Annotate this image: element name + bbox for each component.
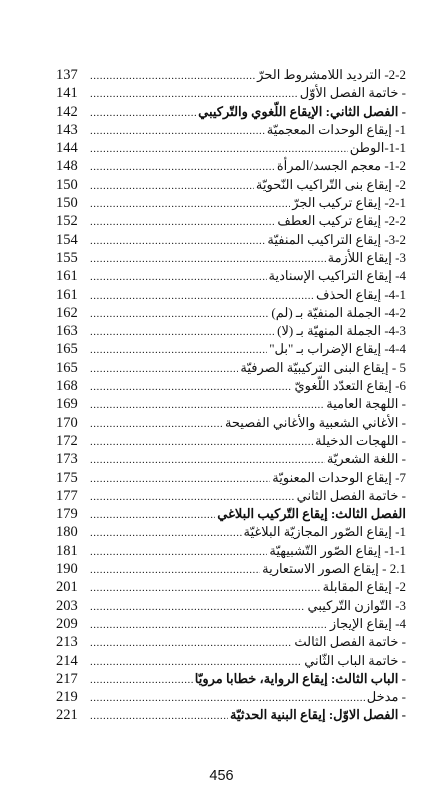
toc-entry <box>56 670 406 688</box>
toc-entry <box>56 523 406 541</box>
toc-entry <box>56 103 406 121</box>
toc-page-number: 168 <box>56 378 78 395</box>
toc-entry <box>56 633 406 651</box>
toc-entry-title: 1- إيقاع الصّور المجازيّة البلاغيّة <box>243 524 406 540</box>
toc-entry <box>56 469 406 487</box>
toc-leader-dots <box>90 653 302 671</box>
toc-entry <box>56 139 406 157</box>
toc-entry <box>56 505 406 523</box>
toc-leader-dots <box>90 689 365 707</box>
toc-entry-title: 2- إيقاع المقابلة <box>322 579 406 595</box>
toc-page-number: 143 <box>56 121 78 138</box>
toc-leader-dots <box>90 543 267 561</box>
toc-entry <box>56 359 406 377</box>
toc-page-number: 165 <box>56 359 78 376</box>
toc-entry-title: 1-2- معجم الجسد/المرأة <box>276 158 406 174</box>
toc-entry-title: 2-2- الترديد اللامشروط الحرّ <box>257 67 406 82</box>
toc-page-number: 144 <box>56 140 78 157</box>
toc-leader-dots <box>90 470 270 488</box>
toc-entry-title: 2.1 - إيقاع الصور الاستعارية <box>262 561 406 577</box>
toc-page-number: 154 <box>56 231 78 248</box>
toc-page-number: 165 <box>56 341 78 358</box>
toc-page-number: 201 <box>56 579 78 596</box>
toc-page-number: 163 <box>56 323 78 340</box>
toc-page-number: 219 <box>56 689 78 706</box>
toc-page-number: 161 <box>56 268 78 285</box>
toc-page-number: 214 <box>56 652 78 669</box>
toc-page-number: 203 <box>56 597 78 614</box>
toc-entry <box>56 267 406 285</box>
toc-entry-title: - خاتمة الفصل الثاني <box>296 487 406 503</box>
toc-entry <box>56 578 406 596</box>
toc-entry <box>56 176 406 194</box>
toc-leader-dots <box>90 378 292 396</box>
toc-leader-dots <box>90 524 242 542</box>
toc-leader-dots <box>90 451 325 469</box>
toc-leader-dots <box>90 396 324 414</box>
toc-entry-title: 3-2- إيقاع التراكيب المنفيّة <box>267 231 406 247</box>
toc-page-number: 161 <box>56 286 78 303</box>
toc-leader-dots <box>90 323 275 341</box>
toc-entry-title: 1- إيقاع الوحدات المعجميّة <box>266 121 406 137</box>
toc-entry-title: - خاتمة الباب الثّاني <box>304 652 406 668</box>
toc-entry <box>56 322 406 340</box>
toc-leader-dots <box>90 671 193 689</box>
toc-leader-dots <box>90 250 326 268</box>
toc-leader-dots <box>90 598 305 616</box>
toc-entry-title: 2-2- إيقاع تركيب العطف <box>277 213 406 229</box>
toc-page-number: 169 <box>56 396 78 413</box>
toc-entry-title: 4- إيقاع التراكيب الإسنادية <box>268 268 406 284</box>
toc-entry <box>56 414 406 432</box>
toc-page-number: 217 <box>56 670 78 687</box>
toc-entry-title: 4- إيقاع الإيجاز <box>329 615 406 631</box>
toc-leader-dots <box>90 67 255 85</box>
toc-entry-title: 4-3- الجملة المنهيّة بـ (لا) <box>277 323 406 339</box>
toc-entry-title: 7- إيقاع الوحدات المعنويّة <box>272 469 406 485</box>
toc-page-number: 141 <box>56 85 78 102</box>
toc-page-number: 221 <box>56 707 78 724</box>
toc-entry <box>56 395 406 413</box>
toc-page-number: 209 <box>56 615 78 632</box>
toc-entry <box>56 450 406 468</box>
toc-entry <box>56 706 406 724</box>
toc-entry <box>56 231 406 249</box>
toc-page-number: 181 <box>56 542 78 559</box>
toc-entry-title: 3- التّوازن التّركيبي <box>307 597 406 613</box>
toc-entry-title: - الأغاني الشعبية والأغاني الفصيحة <box>224 414 406 430</box>
toc-leader-dots <box>90 634 292 652</box>
toc-leader-dots <box>90 341 267 359</box>
toc-entry-title: - اللغة الشعريّة <box>326 451 406 467</box>
toc-entry-title: - الفصل الاوّل: إيقاع البنية الحدثيّة <box>229 707 406 723</box>
toc-page-number: 179 <box>56 506 78 523</box>
toc-entry <box>56 688 406 706</box>
toc-leader-dots <box>90 287 314 305</box>
toc-page-number: 148 <box>56 158 78 175</box>
toc-entry <box>56 340 406 358</box>
toc-page-number: 155 <box>56 249 78 266</box>
toc-entry-title: 5 - إيقاع البنى التركيبيّة الصرفيّة <box>240 359 406 375</box>
toc-entry <box>56 487 406 505</box>
toc-page-number: 162 <box>56 304 78 321</box>
toc-leader-dots <box>90 122 265 140</box>
toc-entry-title: 4-4- إيقاع الإضراب بـ "بل" <box>269 341 406 357</box>
toc-entry <box>56 157 406 175</box>
toc-entry-title: 2- إيقاع بنى التّراكيب النّحويّة <box>255 176 406 192</box>
page-number: 456 <box>209 768 234 784</box>
toc-entry-title: - مدخل <box>366 689 406 705</box>
toc-entry <box>56 377 406 395</box>
toc-entry-title: 1-1- إيقاع الصّور التّشبيهيّة <box>269 542 406 558</box>
toc-leader-dots <box>90 85 298 103</box>
toc-entry <box>56 121 406 139</box>
toc-page-number: 142 <box>56 103 78 120</box>
toc-leader-dots <box>90 268 267 286</box>
toc-entry <box>56 304 406 322</box>
toc-entry <box>56 66 406 84</box>
toc-page-number: 180 <box>56 524 78 541</box>
toc-page-number: 137 <box>56 67 78 83</box>
toc-page-number: 190 <box>56 561 78 578</box>
toc-leader-dots <box>90 195 290 213</box>
toc-leader-dots <box>90 360 238 378</box>
toc-entry <box>56 84 406 102</box>
toc-entry-title: 4-2- الجملة المنفيّة بـ (لم) <box>271 304 406 320</box>
toc-entry-title: - اللهجات الدخيلة <box>315 432 406 448</box>
toc-leader-dots <box>90 104 196 122</box>
toc-leader-dots <box>90 488 295 506</box>
toc-entry <box>56 286 406 304</box>
toc-entry-title: 6- إيقاع التعدّد اللّغويّ <box>294 378 406 394</box>
toc-entry <box>56 249 406 267</box>
toc-entry <box>56 542 406 560</box>
toc-leader-dots <box>90 140 348 158</box>
toc-leader-dots <box>90 415 223 433</box>
toc-page-number: 150 <box>56 176 78 193</box>
toc-page-number: 172 <box>56 432 78 449</box>
toc-leader-dots <box>90 506 215 524</box>
toc-leader-dots <box>90 433 313 451</box>
toc-leader-dots <box>90 158 275 176</box>
toc-leader-dots <box>90 177 254 195</box>
toc-entry-title: 3- إيقاع اللأزمة <box>327 249 406 265</box>
toc-entry-title: 1-1-الوطن <box>349 140 406 156</box>
toc-entry-title: - اللهجة العامية <box>326 396 406 412</box>
toc-entry <box>56 597 406 615</box>
toc-entry-title: 4-1- إيقاع الحذف <box>316 286 406 302</box>
toc-leader-dots <box>90 707 228 725</box>
toc-leader-dots <box>90 305 269 323</box>
toc-leader-dots <box>90 616 328 634</box>
toc-entry <box>56 615 406 633</box>
toc-entry <box>56 560 406 578</box>
toc-page-number: 152 <box>56 213 78 230</box>
toc-entry <box>56 194 406 212</box>
toc-entry <box>56 432 406 450</box>
toc-page-number: 177 <box>56 487 78 504</box>
toc-leader-dots <box>90 579 321 597</box>
toc-entry-title: - الباب الثالث: إيقاع الرواية، خطابا مرويّا <box>194 670 406 686</box>
toc-entry <box>56 652 406 670</box>
toc-leader-dots <box>90 232 265 250</box>
toc-entry-title: - خاتمة الفصل الثالث <box>294 634 406 650</box>
toc-page-number: 175 <box>56 469 78 486</box>
toc-leader-dots <box>90 213 275 231</box>
toc-entry <box>56 212 406 230</box>
toc-page-number: 170 <box>56 414 78 431</box>
toc-page-number: 213 <box>56 634 78 651</box>
table-of-contents <box>56 66 406 725</box>
toc-page-number: 173 <box>56 451 78 468</box>
toc-entry-title: - الفصل الثاني: الإيقاع اللّغوي والتّركيبي <box>198 103 406 119</box>
toc-leader-dots <box>90 561 260 579</box>
toc-entry-title: الفصل الثالث: إيقاع التّركيب البلاغي <box>217 506 406 522</box>
toc-entry-title: - خاتمة الفصل الأوّل <box>299 85 406 101</box>
toc-entry-title: 2-1- إيقاع تركيب الجرّ <box>292 195 406 211</box>
toc-page-number: 150 <box>56 195 78 212</box>
